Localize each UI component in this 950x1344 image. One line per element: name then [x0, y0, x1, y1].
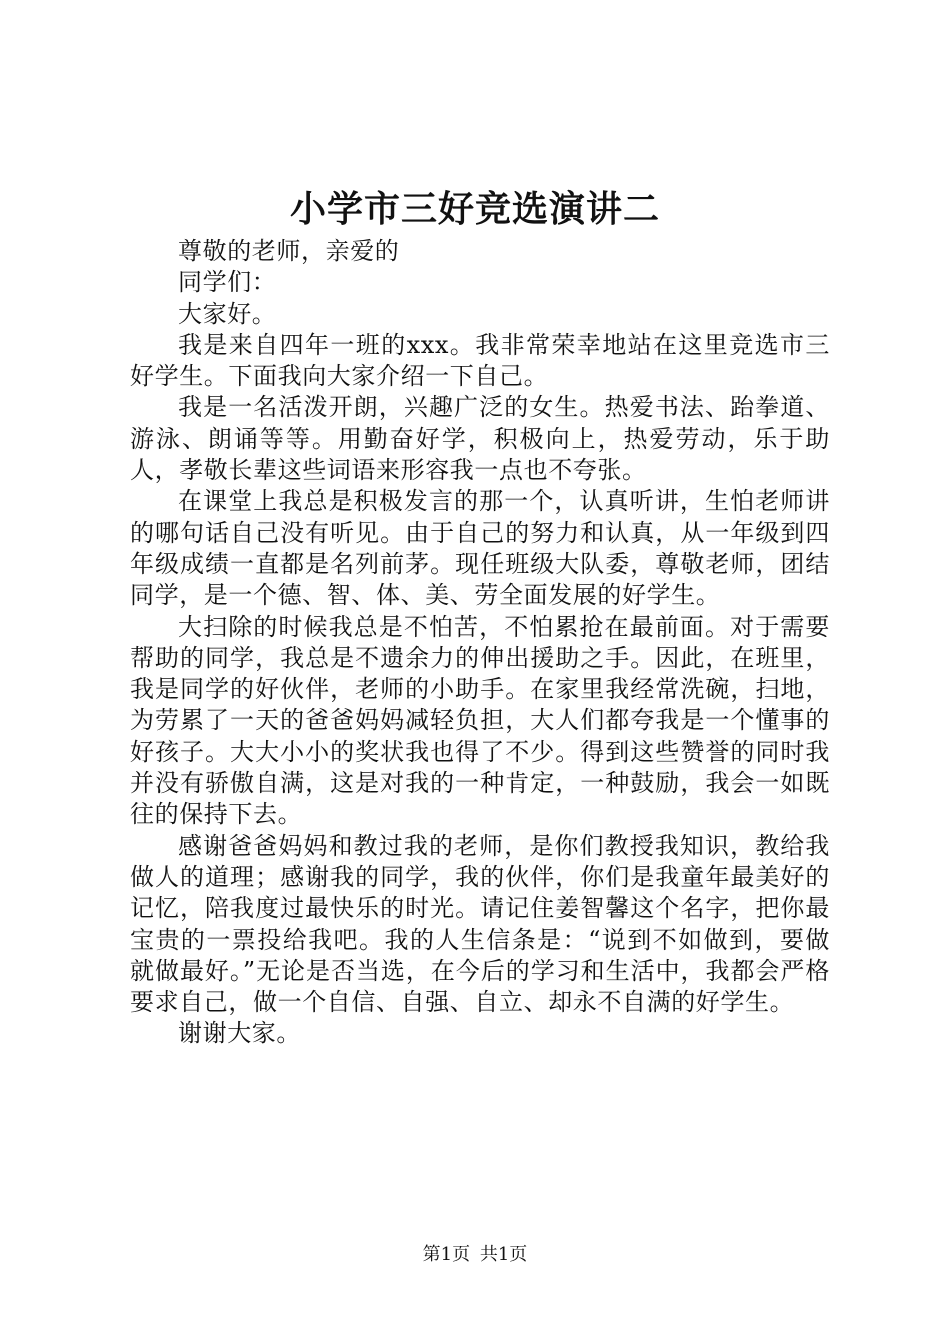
paragraph-personality: 我是一名活泼开朗，兴趣广泛的女生。热爱书法、跆拳道、游泳、朗诵等等。用勤奋好学，积极向上，热爱劳动，乐于助人，孝敬长辈这些词语来形容我一点也不夸张。	[130, 393, 830, 485]
paragraph-greeting-1: 尊敬的老师，亲爱的	[178, 237, 400, 265]
paragraph-classroom: 在课堂上我总是积极发言的那一个，认真听讲，生怕老师讲的哪句话自己没有听见。由于自己的努力和认真，从一年级到四年级成绩一直都是名列前茅。现任班级大队委，尊敬老师，团结同学，是一个德、智、体、美、劳全面发展的好学生。	[130, 487, 830, 610]
paragraph-greeting-2: 同学们：	[178, 268, 277, 297]
document-body	[130, 236, 830, 1050]
page-footer	[0, 1243, 950, 1267]
page-total: 共1页	[479, 1244, 528, 1265]
paragraph-thanks: 感谢爸爸妈妈和教过我的老师，是你们教授我知识，教给我做人的道理；感谢我的同学，我的伙伴，你们是我童年最美好的记忆，陪我度过最快乐的时光。请记住姜智馨这个名字，把你最宝贵的一票投给我吧。我的人生信条是：“说到不如做到，要做就做最好。”无论是否当选，在今后的学习和生活中，我都会严格要求自己，做一个自信、自强、自立、却永不自满的好学生。	[130, 831, 830, 1017]
paragraph-closing: 谢谢大家。	[178, 1019, 301, 1048]
paragraph-intro: 我是来自四年一班的xxx。我非常荣幸地站在这里竞选市三好学生。下面我向大家介绍一下自己。	[130, 330, 830, 391]
document-title: 小学市三好竞选演讲二	[289, 188, 660, 230]
paragraph-helping: 大扫除的时候我总是不怕苦，不怕累抢在最前面。对于需要帮助的同学，我总是不遗余力的伸出援助之手。因此，在班里，我是同学的好伙伴，老师的小助手。在家里我经常洗碗，扫地，为劳累了一天的爸爸妈妈减轻负担，大人们都夸我是一个懂事的好孩子。大大小小的奖状我也得了不少。得到这些赞誉的同时我并没有骄傲自满，这是对我的一种肯定，一种鼓励，我会一如既往的保持下去。	[130, 612, 830, 829]
paragraph-greeting-3: 大家好。	[178, 299, 277, 328]
page-number: 第1页	[422, 1244, 471, 1265]
